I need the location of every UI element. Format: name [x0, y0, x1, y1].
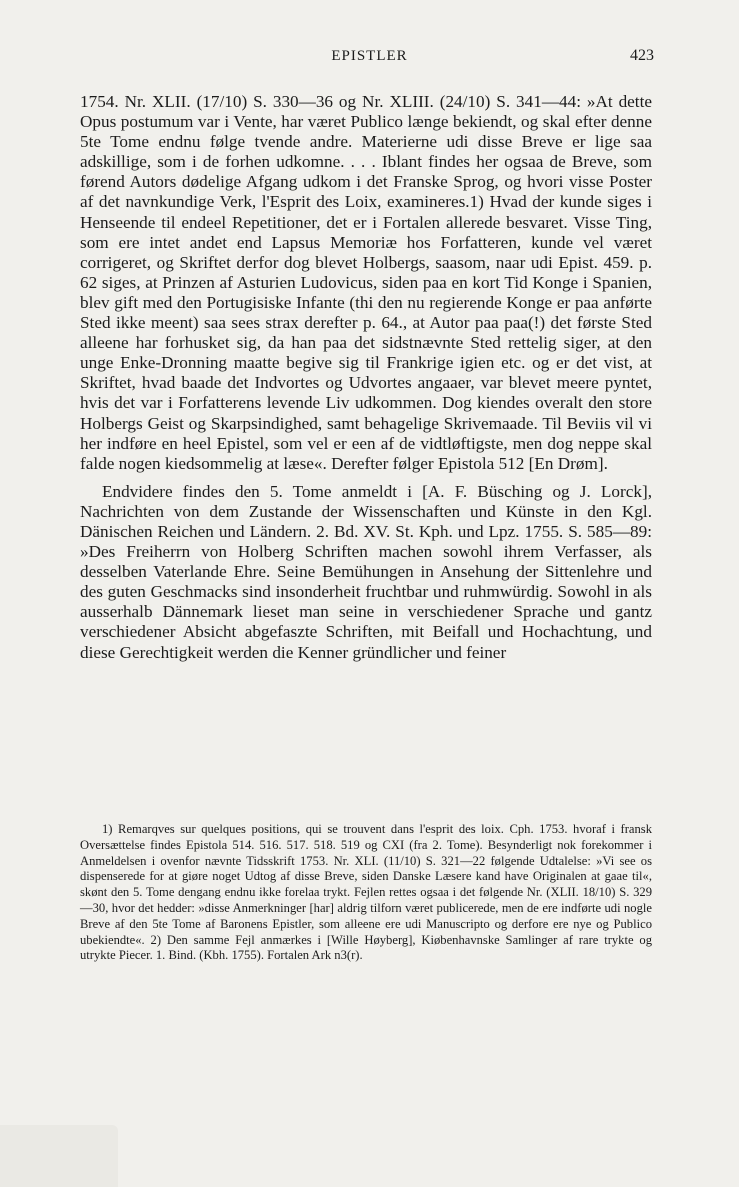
page-number: 423 [630, 47, 654, 64]
paragraph-2: Endvidere findes den 5. Tome anmeldt i [A. F. Büsching og J. Lorck], Nachrichten von dem Zustande der Wissenschaften und Künste in den Kgl. Dänischen Reichen und Ländern. 2. Bd. XV. St. Kph. und Lpz. 1755. S. 585—89: »Des Freiherrn von Holberg Schriften machen sowohl ihrem Verfasser, als desselben Vaterlande Ehre. Seine Bemühungen in Ansehung der Sittenlehre und des guten Geschmacks sind insonderheit fruchtbar und ruhmwürdig. Sowohl in als ausserhalb Dännemark lieset man seine in verschiedener Sprache und gantz verschiedener Absicht abgefaszte Schriften, mit Beifall und Hochachtung, und diese Gerechtigkeit werden die Kenner gründlicher und feiner [80, 481, 652, 662]
footnotes [80, 822, 652, 964]
paragraph-1: 1754. Nr. XLII. (17/10) S. 330—36 og Nr. XLIII. (24/10) S. 341—44: »At dette Opus postumum var i Vente, har været Publico længe bekiendt, og skal efter denne 5te Tome endnu følge tvende andre. Materierne udi disse Breve er lige saa adskillige, som i de forhen udkomne. . . . Iblant findes her ogsaa de Breve, som førend Autors dødelige Afgang udkom i det Franske Sprog, og hvori visse Poster af det navnkundige Verk, l'Esprit des Loix, examineres.1) Hvad der kunde siges i Henseende til endeel Repetitioner, det er i Fortalen allerede besvaret. Visse Ting, som ere intet andet end Lapsus Memoriæ hos Forfatteren, kunde vel været corrigeret, og Skriftet derfor dog blevet Holbergs, saasom, naar udi Epist. 459. p. 62 siges, at Prinzen af Asturien Ludovicus, siden paa en kort Tid Konge i Spanien, blev gift med den Portugisiske Infante (thi den nu regierende Konge er paa anførte Sted ikke meent) saa sees strax derefter p. 64., at Autor paa paa(!) det første Sted alleene har forhusket sig, da han paa det sidstnævnte Sted rettelig siger, at den unge Enke-Dronning maatte begive sig til Frankrige igien etc. og er det vist, at Skriftet, hvad baade det Indvortes og Udvortes angaaer, var blevet meere pyntet, hvis det var i Forfatterens levende Liv udkommen. Dog kiendes overalt den store Holbergs Geist og Skarpsindighed, samt behagelige Skrivemaade. Til Beviis vil vi her indføre en heel Epistel, som vel er een af de vidtløftigste, men dog neppe skal falde nogen kiedsommelig at læse«. Derefter følger Epistola 512 [En Drøm]. [80, 92, 652, 473]
running-title: EPISTLER [331, 48, 408, 64]
footnote-text: 1) Remarqves sur quelques positions, qui se trouvent dans l'esprit des loix. Cph. 1753. hvoraf i fransk Oversættelse findes Epistola 514. 516. 517. 518. 519 og CXI (fra 2. Tome). Besynderligt nok forekommer i Anmeldelsen i ovenfor nævnte Tidsskrift 1753. Nr. XLI. (11/10) S. 321—22 følgende Udtalelse: »Vi see os dispenserede for at giøre noget Udtog af disse Breve, siden Danske Læsere kand have Originalen at gaae til«, skønt den 5. Tome dengang endnu ikke forelaa trykt. Fejlen rettes ogsaa i det følgende Nr. (XLII. 18/10) S. 329—30, hvor det hedder: »disse Anmerkninger [har] aldrig tilforn været publicerede, men de ere indførte udi nogle Breve af den 5te Tome af Baronens Epistler, som alleene ere udi Manuscripto og derfore ere nye og Publico ubekiendte«. 2) Den samme Fejl anmærkes i [Wille Høyberg], Kiøbenhavnske Samlinger af rare trykte og utrykte Piecer. 1. Bind. (Kbh. 1755). Fortalen Ark n3(r). [80, 822, 652, 963]
scan-corner-shadow [0, 1125, 118, 1187]
main-text [80, 92, 652, 663]
